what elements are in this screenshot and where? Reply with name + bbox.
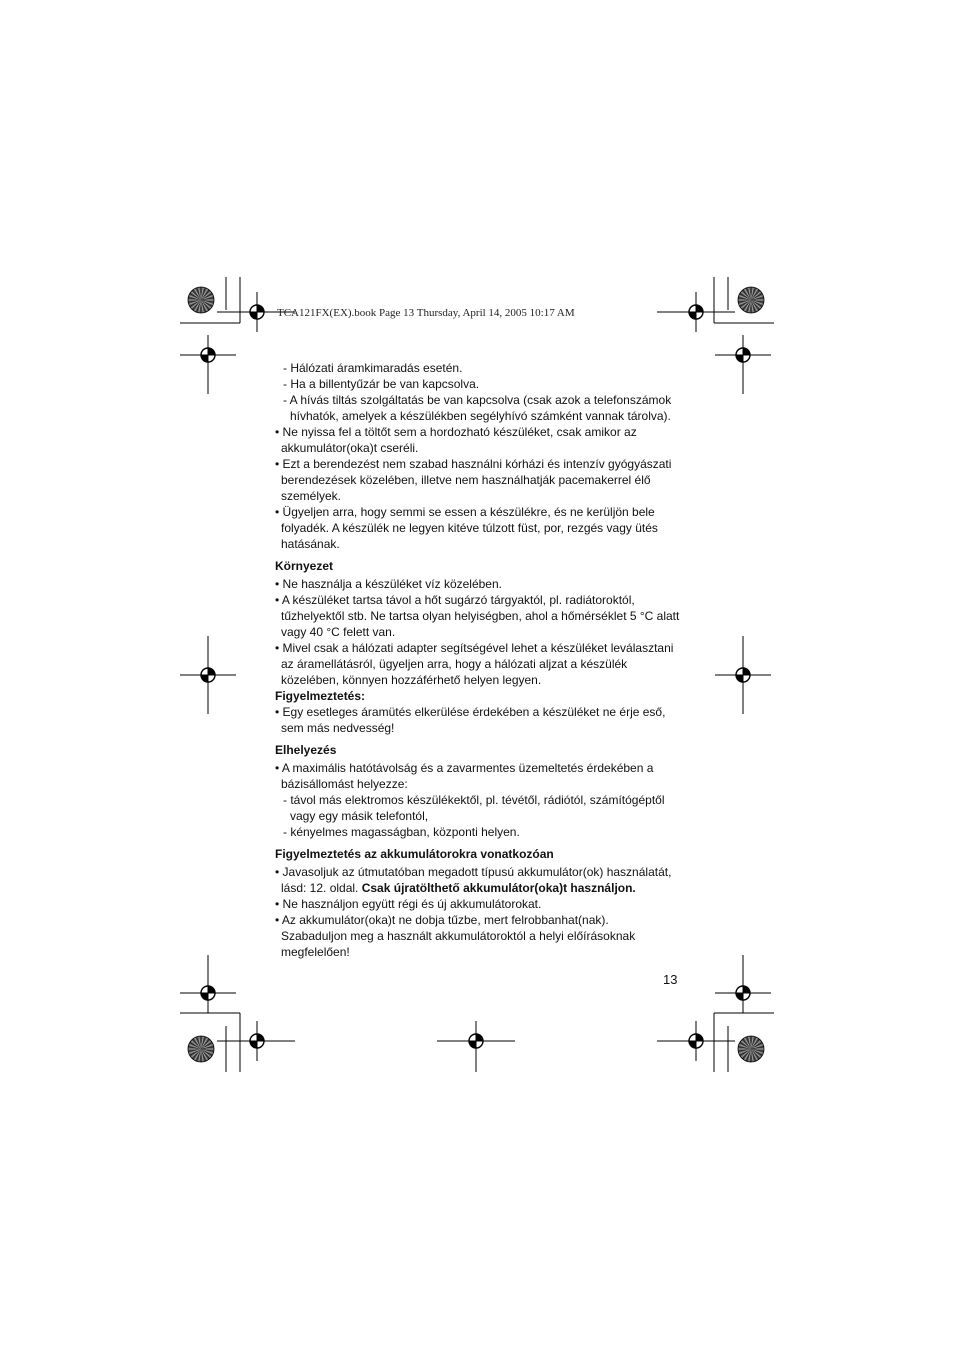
- line-text: bázisállomást helyezze:: [281, 777, 408, 791]
- text-line: [275, 376, 685, 392]
- text-line: [275, 808, 685, 824]
- text-line: [275, 640, 685, 656]
- text-line: [275, 624, 685, 640]
- text-line: [275, 520, 685, 536]
- text-line: [275, 776, 685, 792]
- line-text: - A hívás tiltás szolgáltatás be van kapcsolva (csak azok a telefonszámok: [283, 393, 672, 407]
- line-text: Figyelmeztetés:: [275, 689, 366, 703]
- text-line: [275, 456, 685, 472]
- text-line: [275, 656, 685, 672]
- line-text: Elhelyezés: [275, 743, 337, 757]
- page-number: 13: [663, 972, 678, 987]
- text-line: [275, 880, 685, 896]
- page-body: [275, 360, 685, 960]
- text-line: [275, 672, 685, 688]
- line-text: • A készüléket tartsa távol a hőt sugárzó tárgyaktól, pl. radiátoroktól,: [275, 593, 635, 607]
- section-heading: [275, 742, 685, 758]
- section-heading: [275, 846, 685, 862]
- line-text: vagy 40 °C felett van.: [281, 625, 396, 639]
- text-line: [275, 864, 685, 880]
- text-line: [275, 720, 685, 736]
- line-text: személyek.: [281, 489, 342, 503]
- line-text: • Az akkumulátor(oka)t ne dobja tűzbe, mert felrobbanhat(nak).: [275, 913, 609, 927]
- text-line: [275, 760, 685, 776]
- text-line: [275, 792, 685, 808]
- text-line: [275, 944, 685, 960]
- text-line: [275, 824, 685, 840]
- line-text: hatásának.: [281, 537, 340, 551]
- line-text: vagy egy másik telefontól,: [290, 809, 429, 823]
- line-text: lásd: 12. oldal.: [281, 881, 362, 895]
- line-text: - Ha a billentyűzár be van kapcsolva.: [283, 377, 480, 391]
- text-line: [275, 504, 685, 520]
- text-line: [275, 928, 685, 944]
- line-text: • Mivel csak a hálózati adapter segítségével lehet a készüléket leválasztani: [275, 641, 674, 655]
- line-text: közelében, könnyen hozzáférhető helyen legyen.: [281, 673, 542, 687]
- line-text: folyadék. A készülék ne legyen kitéve túlzott füst, por, rezgés vagy ütés: [281, 521, 658, 535]
- line-text: az áramellátásról, ügyeljen arra, hogy a hálózati aljzat a készülék: [281, 657, 628, 671]
- line-text: sem más nedvesség!: [281, 721, 395, 735]
- text-line: [275, 408, 685, 424]
- text-line: [275, 488, 685, 504]
- registration-starburst-icon: [188, 287, 214, 313]
- text-line: [275, 392, 685, 408]
- line-text: • Ne használja a készüléket víz közelében.: [275, 577, 502, 591]
- text-line: [275, 896, 685, 912]
- section-heading: [275, 558, 685, 574]
- line-text: • A maximális hatótávolság és a zavarmentes üzemeltetés érdekében a: [275, 761, 654, 775]
- text-line: [275, 472, 685, 488]
- bold-text: Csak újratölthető akkumulátor(oka)t használjon.: [361, 881, 636, 895]
- text-line: [275, 912, 685, 928]
- line-text: - távol más elektromos készülékektől, pl. tévétől, rádiótól, számítógéptől: [283, 793, 665, 807]
- line-text: Környezet: [275, 559, 334, 573]
- line-text: • Egy esetleges áramütés elkerülése érdekében a készüléket ne érje eső,: [275, 705, 666, 719]
- line-text: megfelelően!: [281, 945, 350, 959]
- line-text: Szabaduljon meg a használt akkumulátoroktól a helyi előírásoknak: [281, 929, 636, 943]
- line-text: Figyelmeztetés az akkumulátorokra vonatkozóan: [275, 847, 554, 861]
- registration-starburst-icon: [738, 287, 764, 313]
- print-header: TCA121FX(EX).book Page 13 Thursday, April 14, 2005 10:17 AM: [277, 307, 575, 319]
- line-text: akkumulátor(oka)t cseréli.: [281, 441, 419, 455]
- text-line: [275, 592, 685, 608]
- warning-label: [275, 688, 685, 704]
- registration-starburst-icon: [738, 1036, 764, 1062]
- text-line: [275, 360, 685, 376]
- text-line: [275, 440, 685, 456]
- line-text: tűzhelyektől stb. Ne tartsa olyan helyiségben, ahol a hőmérséklet 5 °C alatt: [281, 609, 680, 623]
- line-text: berendezések közelében, illetve nem használhatják pacemakerrel élő: [281, 473, 651, 487]
- text-line: [275, 704, 685, 720]
- line-text: • Ne használjon együtt régi és új akkumulátorokat.: [275, 897, 542, 911]
- line-text: hívhatók, amelyek a készülékben segélyhívó számként vannak tárolva).: [290, 409, 671, 423]
- text-line: [275, 536, 685, 552]
- text-line: [275, 576, 685, 592]
- line-text: - kényelmes magasságban, központi helyen.: [283, 825, 520, 839]
- line-text: • Ezt a berendezést nem szabad használni kórházi és intenzív gyógyászati: [275, 457, 672, 471]
- line-text: • Ne nyissa fel a töltőt sem a hordozható készüléket, csak amikor az: [275, 425, 637, 439]
- line-text: • Ügyeljen arra, hogy semmi se essen a készülékre, és ne kerüljön bele: [275, 505, 655, 519]
- text-line: [275, 424, 685, 440]
- line-text: - Hálózati áramkimaradás esetén.: [283, 361, 463, 375]
- registration-starburst-icon: [188, 1036, 214, 1062]
- text-line: [275, 608, 685, 624]
- line-text: • Javasoljuk az útmutatóban megadott típusú akkumulátor(ok) használatát,: [275, 865, 672, 879]
